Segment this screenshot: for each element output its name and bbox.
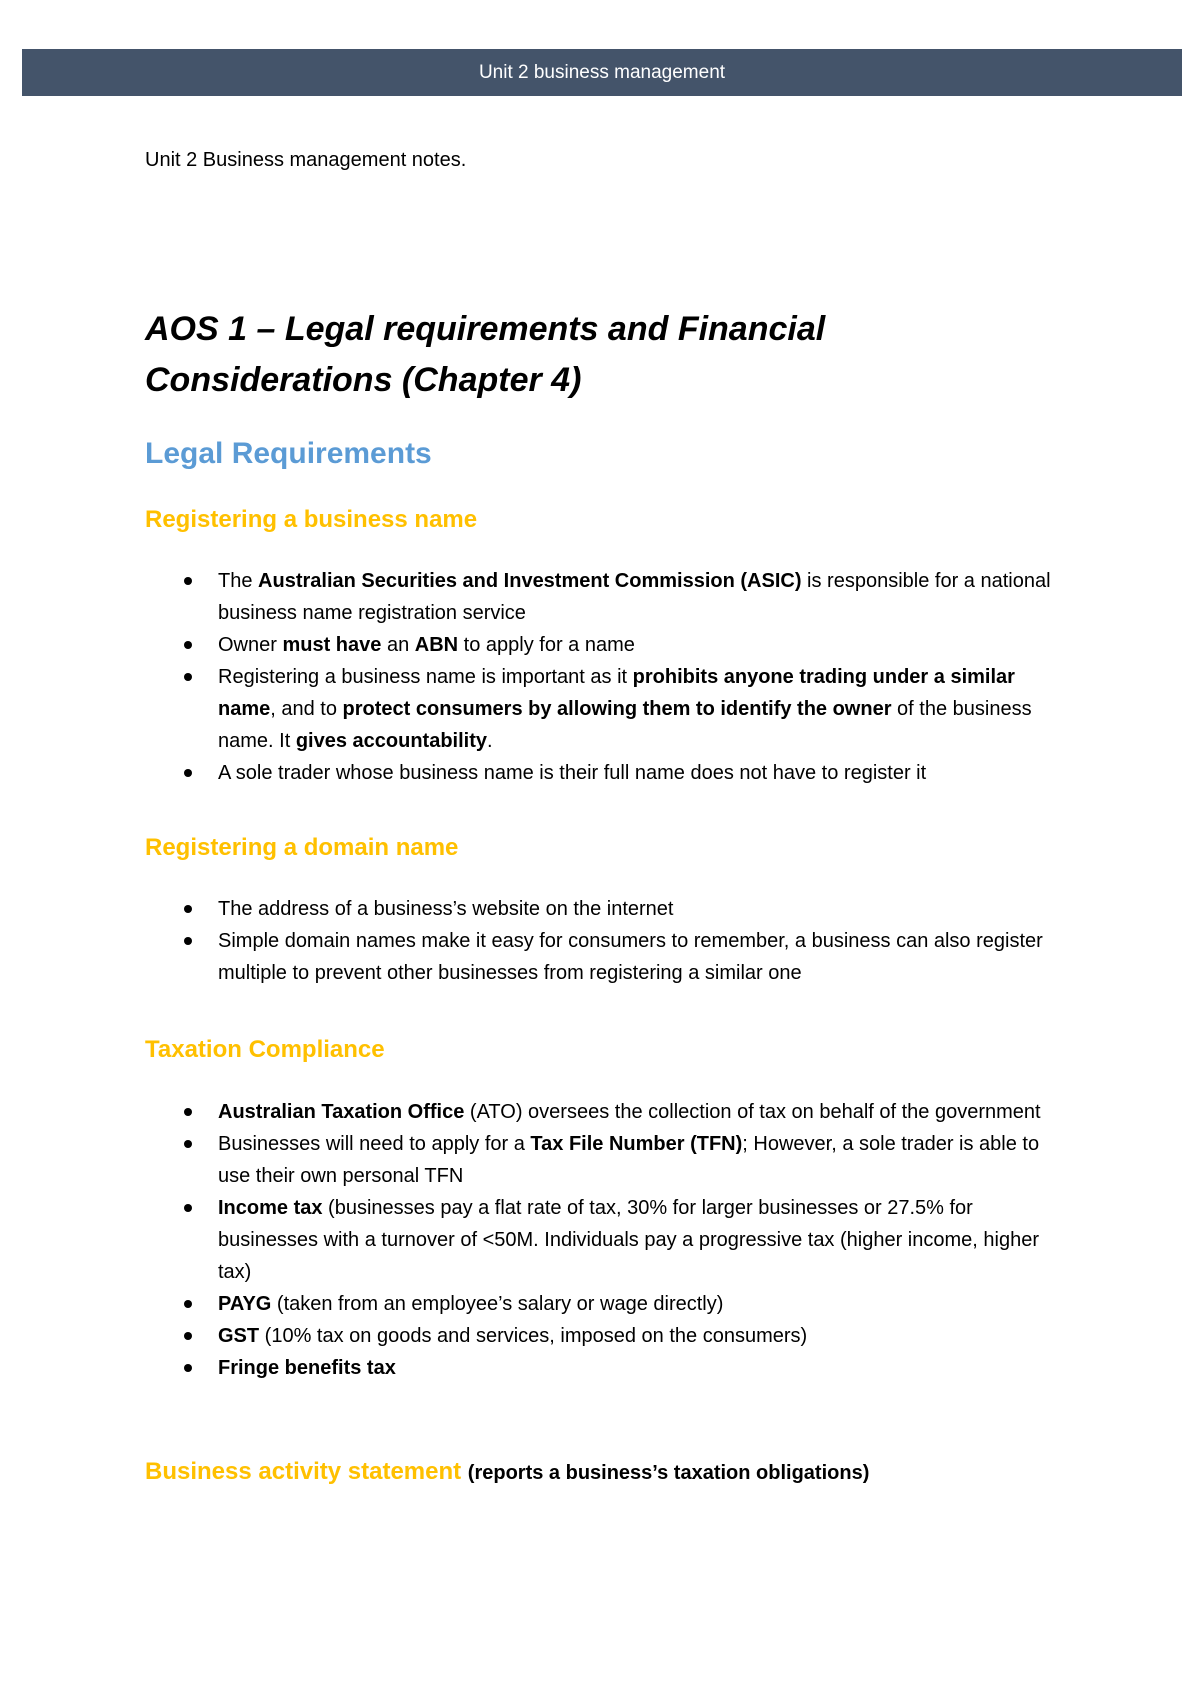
bas-note: (reports a business’s taxation obligations) — [467, 1462, 870, 1484]
bullet-icon — [184, 937, 192, 945]
bas-heading-text: Business activity statement — [145, 1458, 462, 1485]
bullet-icon — [184, 673, 192, 681]
taxation-list — [145, 1096, 1055, 1384]
document-subtitle: Unit 2 Business management notes. — [145, 149, 467, 171]
list-item: PAYG (taken from an employee’s salary or wage directly) — [145, 1288, 1055, 1320]
list-item: A sole trader whose business name is their full name does not have to register it — [145, 757, 1055, 789]
business-name-heading: Registering a business name — [145, 506, 478, 533]
bullet-icon — [184, 1204, 192, 1212]
list-item: Simple domain names make it easy for consumers to remember, a business can also register multiple to prevent other businesses from registering a similar one — [145, 925, 1055, 989]
list-item: Fringe benefits tax — [145, 1352, 1055, 1384]
bullet-icon — [184, 1364, 192, 1372]
bullet-icon — [184, 1332, 192, 1340]
domain-name-heading: Registering a domain name — [145, 834, 459, 861]
bullet-icon — [184, 1300, 192, 1308]
aos-heading: AOS 1 – Legal requirements and Financial Considerations (Chapter 4) — [145, 310, 826, 399]
taxation-heading: Taxation Compliance — [145, 1036, 385, 1063]
bullet-icon — [184, 1140, 192, 1148]
list-item: Australian Taxation Office (ATO) oversees the collection of tax on behalf of the government — [145, 1096, 1055, 1128]
header-title: Unit 2 business management — [478, 61, 726, 83]
legal-requirements-heading: Legal Requirements — [145, 437, 432, 470]
list-item: Businesses will need to apply for a Tax File Number (TFN); However, a sole trader is able to use their own personal TFN — [145, 1128, 1055, 1192]
bullet-icon — [184, 769, 192, 777]
bas-heading — [145, 1458, 869, 1486]
business-name-list — [145, 565, 1055, 789]
list-item: Registering a business name is important as it prohibits anyone trading under a similar name, and to protect consumers by allowing them to identify the owner of the business name. It gives accountability. — [145, 661, 1055, 757]
list-item: The address of a business’s website on the internet — [145, 893, 1055, 925]
domain-name-list — [145, 893, 1055, 989]
bullet-icon — [184, 641, 192, 649]
page-header-bar — [22, 49, 1182, 96]
list-item: GST (10% tax on goods and services, imposed on the consumers) — [145, 1320, 1055, 1352]
list-item: Income tax (businesses pay a flat rate of tax, 30% for larger businesses or 27.5% for businesses with a turnover of <50M. Individuals pay a progressive tax (higher income, higher tax) — [145, 1192, 1055, 1288]
bullet-icon — [184, 1108, 192, 1116]
bullet-icon — [184, 905, 192, 913]
list-item: Owner must have an ABN to apply for a name — [145, 629, 1055, 661]
bullet-icon — [184, 577, 192, 585]
list-item: The Australian Securities and Investment Commission (ASIC) is responsible for a national business name registration service — [145, 565, 1055, 629]
